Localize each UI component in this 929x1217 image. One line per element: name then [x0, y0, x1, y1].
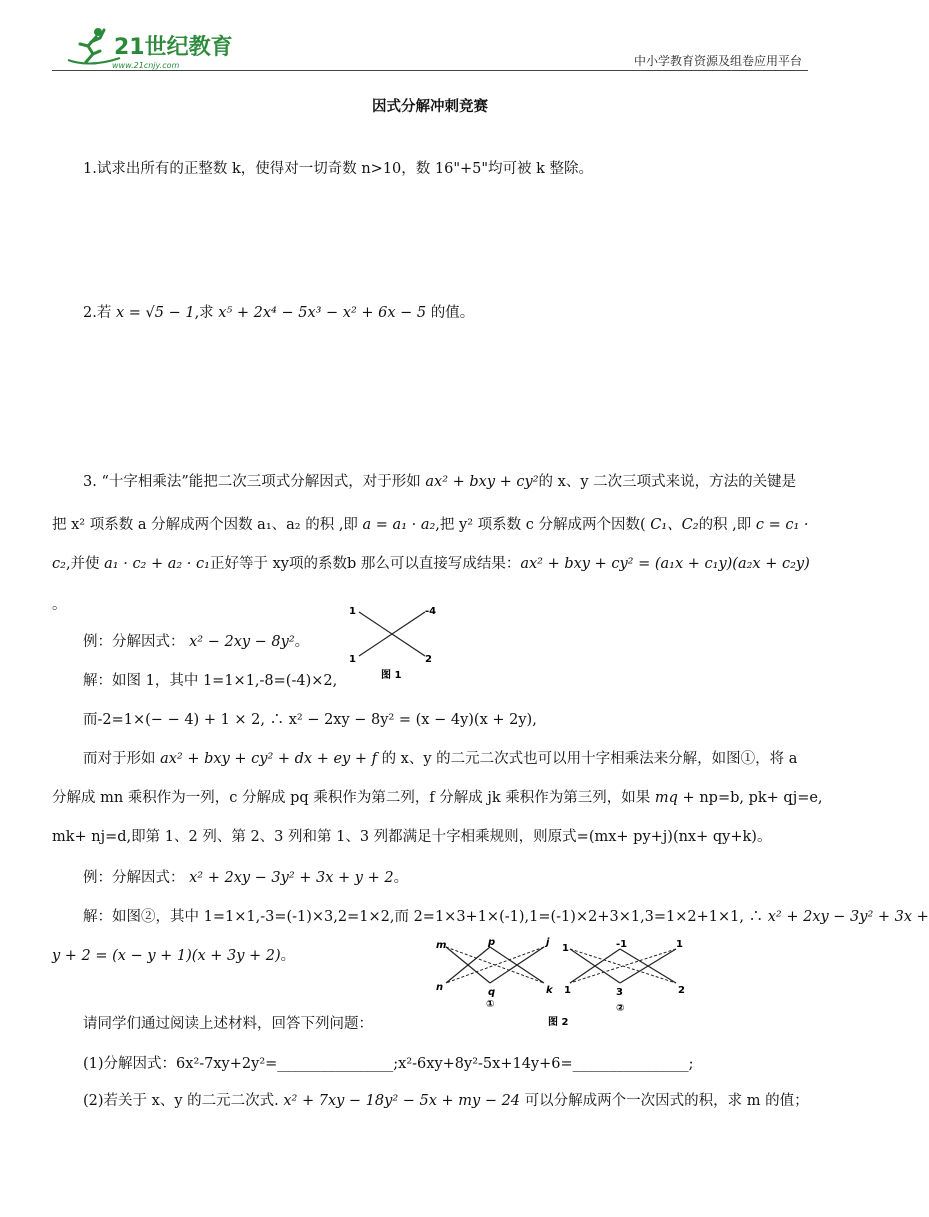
q3-line-2: 把 x² 项系数 a 分解成两个因数 a₁、a₂ 的积 ,即 a = a₁ · a₂,把 y² 项系数 c 分解成两个因数( C₁、C₂的积 ,即 c = c₁ ·	[52, 517, 809, 533]
logo	[60, 24, 233, 74]
solution-2-line-2: y + 2 = (x − y + 1)(x + 3y + 2)。	[52, 948, 296, 964]
paragraph-line-1: 而对于形如 ax² + bxy + cy² + dx + ey + f 的 x、y 的二元二次式也可以用十字相乘法来分解，如图①，将 a	[83, 751, 798, 767]
reading-prompt: 请同学们通过阅读上述材料，回答下列问题：	[83, 1016, 373, 1032]
page-title: 因式分解冲刺竞赛	[372, 98, 488, 115]
fig1-label-br: 2	[425, 654, 432, 665]
fig2-label-r-tl: 1	[562, 943, 569, 954]
fig2-label-r-tr: 1	[676, 939, 683, 950]
fig2-circle-2: ②	[616, 1003, 625, 1014]
paragraph-line-3: mk+ nj=d,即第 1、2 列、第 2、3 列和第 1、3 列都满足十字相乘规则，则原式=(mx+ py+j)(nx+ qy+k)。	[52, 829, 772, 845]
sub-question-1: (1)分解因式：6x²-7xy+2y²=________________;x²-6xy+8y²-5x+14y+6=________________;	[83, 1056, 694, 1072]
fig1-caption: 图 1	[381, 670, 402, 681]
fig2-label-m: m	[436, 940, 447, 951]
logo-text: 21世纪教育	[114, 35, 233, 60]
q3-line-4: 。	[52, 597, 67, 613]
fig1-label-tl: 1	[349, 606, 356, 617]
fig2-label-r-br: 2	[678, 985, 685, 996]
platform-label: 中小学教育资源及组卷应用平台	[633, 54, 802, 68]
header-divider	[52, 70, 808, 71]
fig2-circle-1: ①	[486, 999, 495, 1010]
fig2-label-q: q	[488, 987, 496, 998]
solution-2-line-1: 解：如图②，其中 1=1×1,-3=(-1)×3,2=1×2,而 2=1×3+1×(-1),1=(-1)×2+3×1,3=1×2+1×1, ∴ x² + 2xy − 3y² + 3x +	[83, 909, 929, 925]
example-1: 例：分解因式： x² − 2xy − 8y²。	[83, 634, 310, 650]
runner-icon	[68, 28, 120, 64]
figure-1	[345, 600, 445, 682]
logo-url: www.21cnjy.com	[112, 61, 180, 70]
fig2-label-r-bl: 1	[564, 985, 571, 996]
q3-line-3: c₂,并使 a₁ · c₂ + a₂ · c₁正好等于 xy项的系数b 那么可以直接写成结果：ax² + bxy + cy² = (a₁x + c₁y)(a₂x + c₂y)	[52, 556, 810, 572]
question-2: 2.若 x = √5 − 1,求 x⁵ + 2x⁴ − 5x³ − x² + 6x − 5 的值。	[83, 305, 475, 321]
q3-line-1: 3. “十字相乘法”能把二次三项式分解因式，对于形如 ax² + bxy + cy²的 x、y 二次三项式来说，方法的关键是	[83, 474, 797, 490]
figure-2	[432, 935, 692, 1030]
fig1-label-tr: -4	[425, 606, 437, 617]
fig2-label-r-tm: -1	[616, 939, 628, 950]
fig2-label-n: n	[436, 982, 444, 993]
fig2-label-p: p	[488, 937, 496, 948]
fig2-caption: 图 2	[548, 1017, 569, 1028]
solution-1-line-2: 而-2=1×(− − 4) + 1 × 2, ∴ x² − 2xy − 8y² = (x − 4y)(x + 2y),	[83, 712, 537, 728]
sub-question-2: (2)若关于 x、y 的二元二次式. x² + 7xy − 18y² − 5x + my − 24 可以分解成两个一次因式的积，求 m 的值；	[83, 1093, 809, 1109]
question-1: 1.试求出所有的正整数 k，使得对一切奇数 n>10，数 16"+5"均可被 k 整除。	[83, 161, 594, 177]
solution-1-line-1: 解：如图 1，其中 1=1×1,-8=(-4)×2,	[83, 673, 338, 689]
paragraph-line-2: 分解成 mn 乘积作为一列，c 分解成 pq 乘积作为第二列，f 分解成 jk 乘积作为第三列，如果 mq + np=b, pk+ qj=e,	[52, 790, 823, 806]
example-2: 例：分解因式： x² + 2xy − 3y² + 3x + y + 2。	[83, 870, 409, 886]
fig2-label-r-bm: 3	[616, 987, 623, 998]
fig1-label-bl: 1	[349, 654, 356, 665]
fig2-label-j: j	[546, 937, 550, 948]
fig2-label-k: k	[546, 985, 553, 996]
